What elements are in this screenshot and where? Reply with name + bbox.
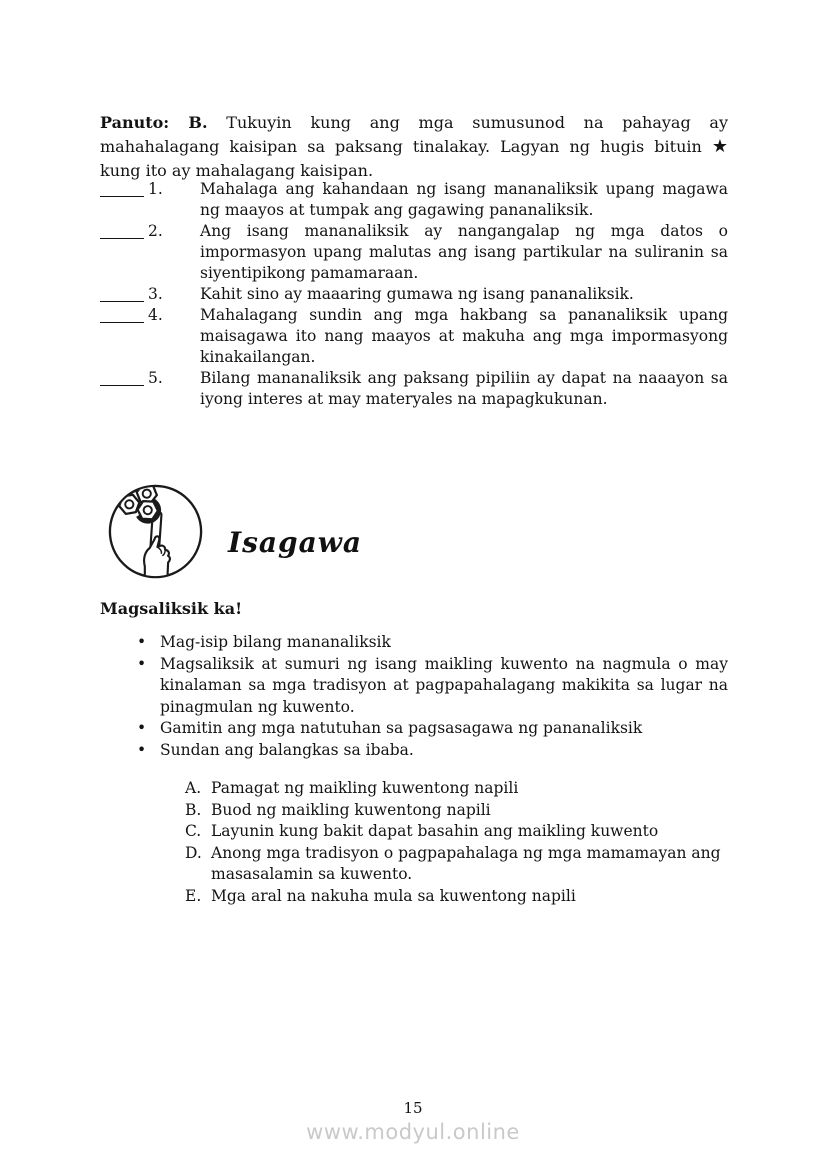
bullet-item xyxy=(100,654,728,719)
bullet-icon: • xyxy=(137,719,147,737)
bullet-list xyxy=(100,632,728,761)
page-number: 15 xyxy=(403,1099,423,1117)
statement-row xyxy=(100,368,728,410)
isagawa-title: Isagawa xyxy=(228,526,362,559)
outline-text: Buod ng maikling kuwentong napili xyxy=(211,800,491,819)
statement-row xyxy=(100,221,728,284)
bullet-text: Sundan ang balangkas sa ibaba. xyxy=(160,740,414,759)
outline-letter: A. xyxy=(185,779,202,797)
statement-text: Kahit sino ay maaaring gumawa ng isang pananaliksik. xyxy=(200,285,634,303)
answer-blank[interactable] xyxy=(100,221,144,239)
outline-item xyxy=(185,800,728,822)
star-icon: ★ xyxy=(711,136,728,157)
bullet-icon: • xyxy=(137,654,147,673)
bullet-item xyxy=(100,740,728,762)
instruction-text-before: Tukuyin kung ang mga sumusunod na pahayag ay mahahalagang kaisipan sa paksang tinalakay. Lagyan ng hugis bituin xyxy=(100,113,729,156)
activity-section xyxy=(100,599,728,907)
watermark: www.modyul.online xyxy=(306,1120,520,1144)
outline-item xyxy=(185,778,728,800)
statement-text: Mahalagang sundin ang mga hakbang sa pananaliksik upang maisagawa ito nang maayos at makuha ang mga impormasyong kinakailangan. xyxy=(200,306,728,366)
statement-row xyxy=(100,179,728,221)
instruction-paragraph xyxy=(100,111,728,183)
bullet-text: Gamitin ang mga natutuhan sa pagsasagawa ng pananaliksik xyxy=(160,719,643,737)
bullet-text: Magsaliksik at sumuri ng isang maikling kuwento na nagmula o may kinalaman sa mga tradisyon at pagpapahalagang makikita sa lugar na pinagmulan ng kuwento. xyxy=(160,654,728,716)
outline-list xyxy=(100,778,728,907)
statement-row xyxy=(100,284,728,305)
answer-blank[interactable] xyxy=(100,368,144,386)
statement-number: 3. xyxy=(148,285,163,303)
bullet-item xyxy=(100,718,728,740)
outline-item xyxy=(185,843,728,886)
statement-text: Ang isang mananaliksik ay nangangalap ng mga datos o impormasyon upang malutas ang isang partikular na suliranin sa siyentipikong pamamaraan. xyxy=(200,222,728,282)
bullet-item xyxy=(100,632,728,654)
bullet-text: Mag-isip bilang mananaliksik xyxy=(160,633,391,651)
instruction-label: Panuto: B. xyxy=(100,113,208,132)
outline-item xyxy=(185,886,728,908)
statement-number: 5. xyxy=(148,369,163,387)
answer-blank[interactable] xyxy=(100,179,144,197)
statement-number: 1. xyxy=(148,180,163,198)
hand-wrench-icon xyxy=(107,483,204,580)
outline-letter: E. xyxy=(185,886,202,905)
outline-text: Anong mga tradisyon o pagpapahalaga ng mga mamamayan ang masasalamin sa kuwento. xyxy=(211,843,721,883)
outline-item xyxy=(185,821,728,843)
outline-text: Layunin kung bakit dapat basahin ang maikling kuwento xyxy=(211,822,659,840)
statement-number: 4. xyxy=(148,306,163,324)
outline-text: Pamagat ng maikling kuwentong napili xyxy=(211,779,519,797)
statement-row xyxy=(100,305,728,368)
bullet-icon: • xyxy=(137,633,147,651)
outline-letter: C. xyxy=(185,822,202,840)
statements-list xyxy=(100,179,728,410)
outline-letter: B. xyxy=(185,800,202,819)
bullet-icon: • xyxy=(137,740,147,759)
statement-text: Mahalaga ang kahandaan ng isang mananaliksik upang magawa ng maayos at tumpak ang gagawing pananaliksik. xyxy=(200,180,728,219)
answer-blank[interactable] xyxy=(100,305,144,323)
outline-letter: D. xyxy=(185,843,202,862)
statement-text: Bilang mananaliksik ang paksang pipiliin ay dapat na naaayon sa iyong interes at may materyales na mapagkukunan. xyxy=(200,369,728,408)
instruction-text-after: kung ito ay mahalagang kaisipan. xyxy=(100,161,374,180)
activity-heading: Magsaliksik ka! xyxy=(100,599,243,618)
answer-blank[interactable] xyxy=(100,284,144,302)
outline-text: Mga aral na nakuha mula sa kuwentong napili xyxy=(211,886,576,905)
isagawa-section-header xyxy=(107,483,362,580)
statement-number: 2. xyxy=(148,222,163,240)
